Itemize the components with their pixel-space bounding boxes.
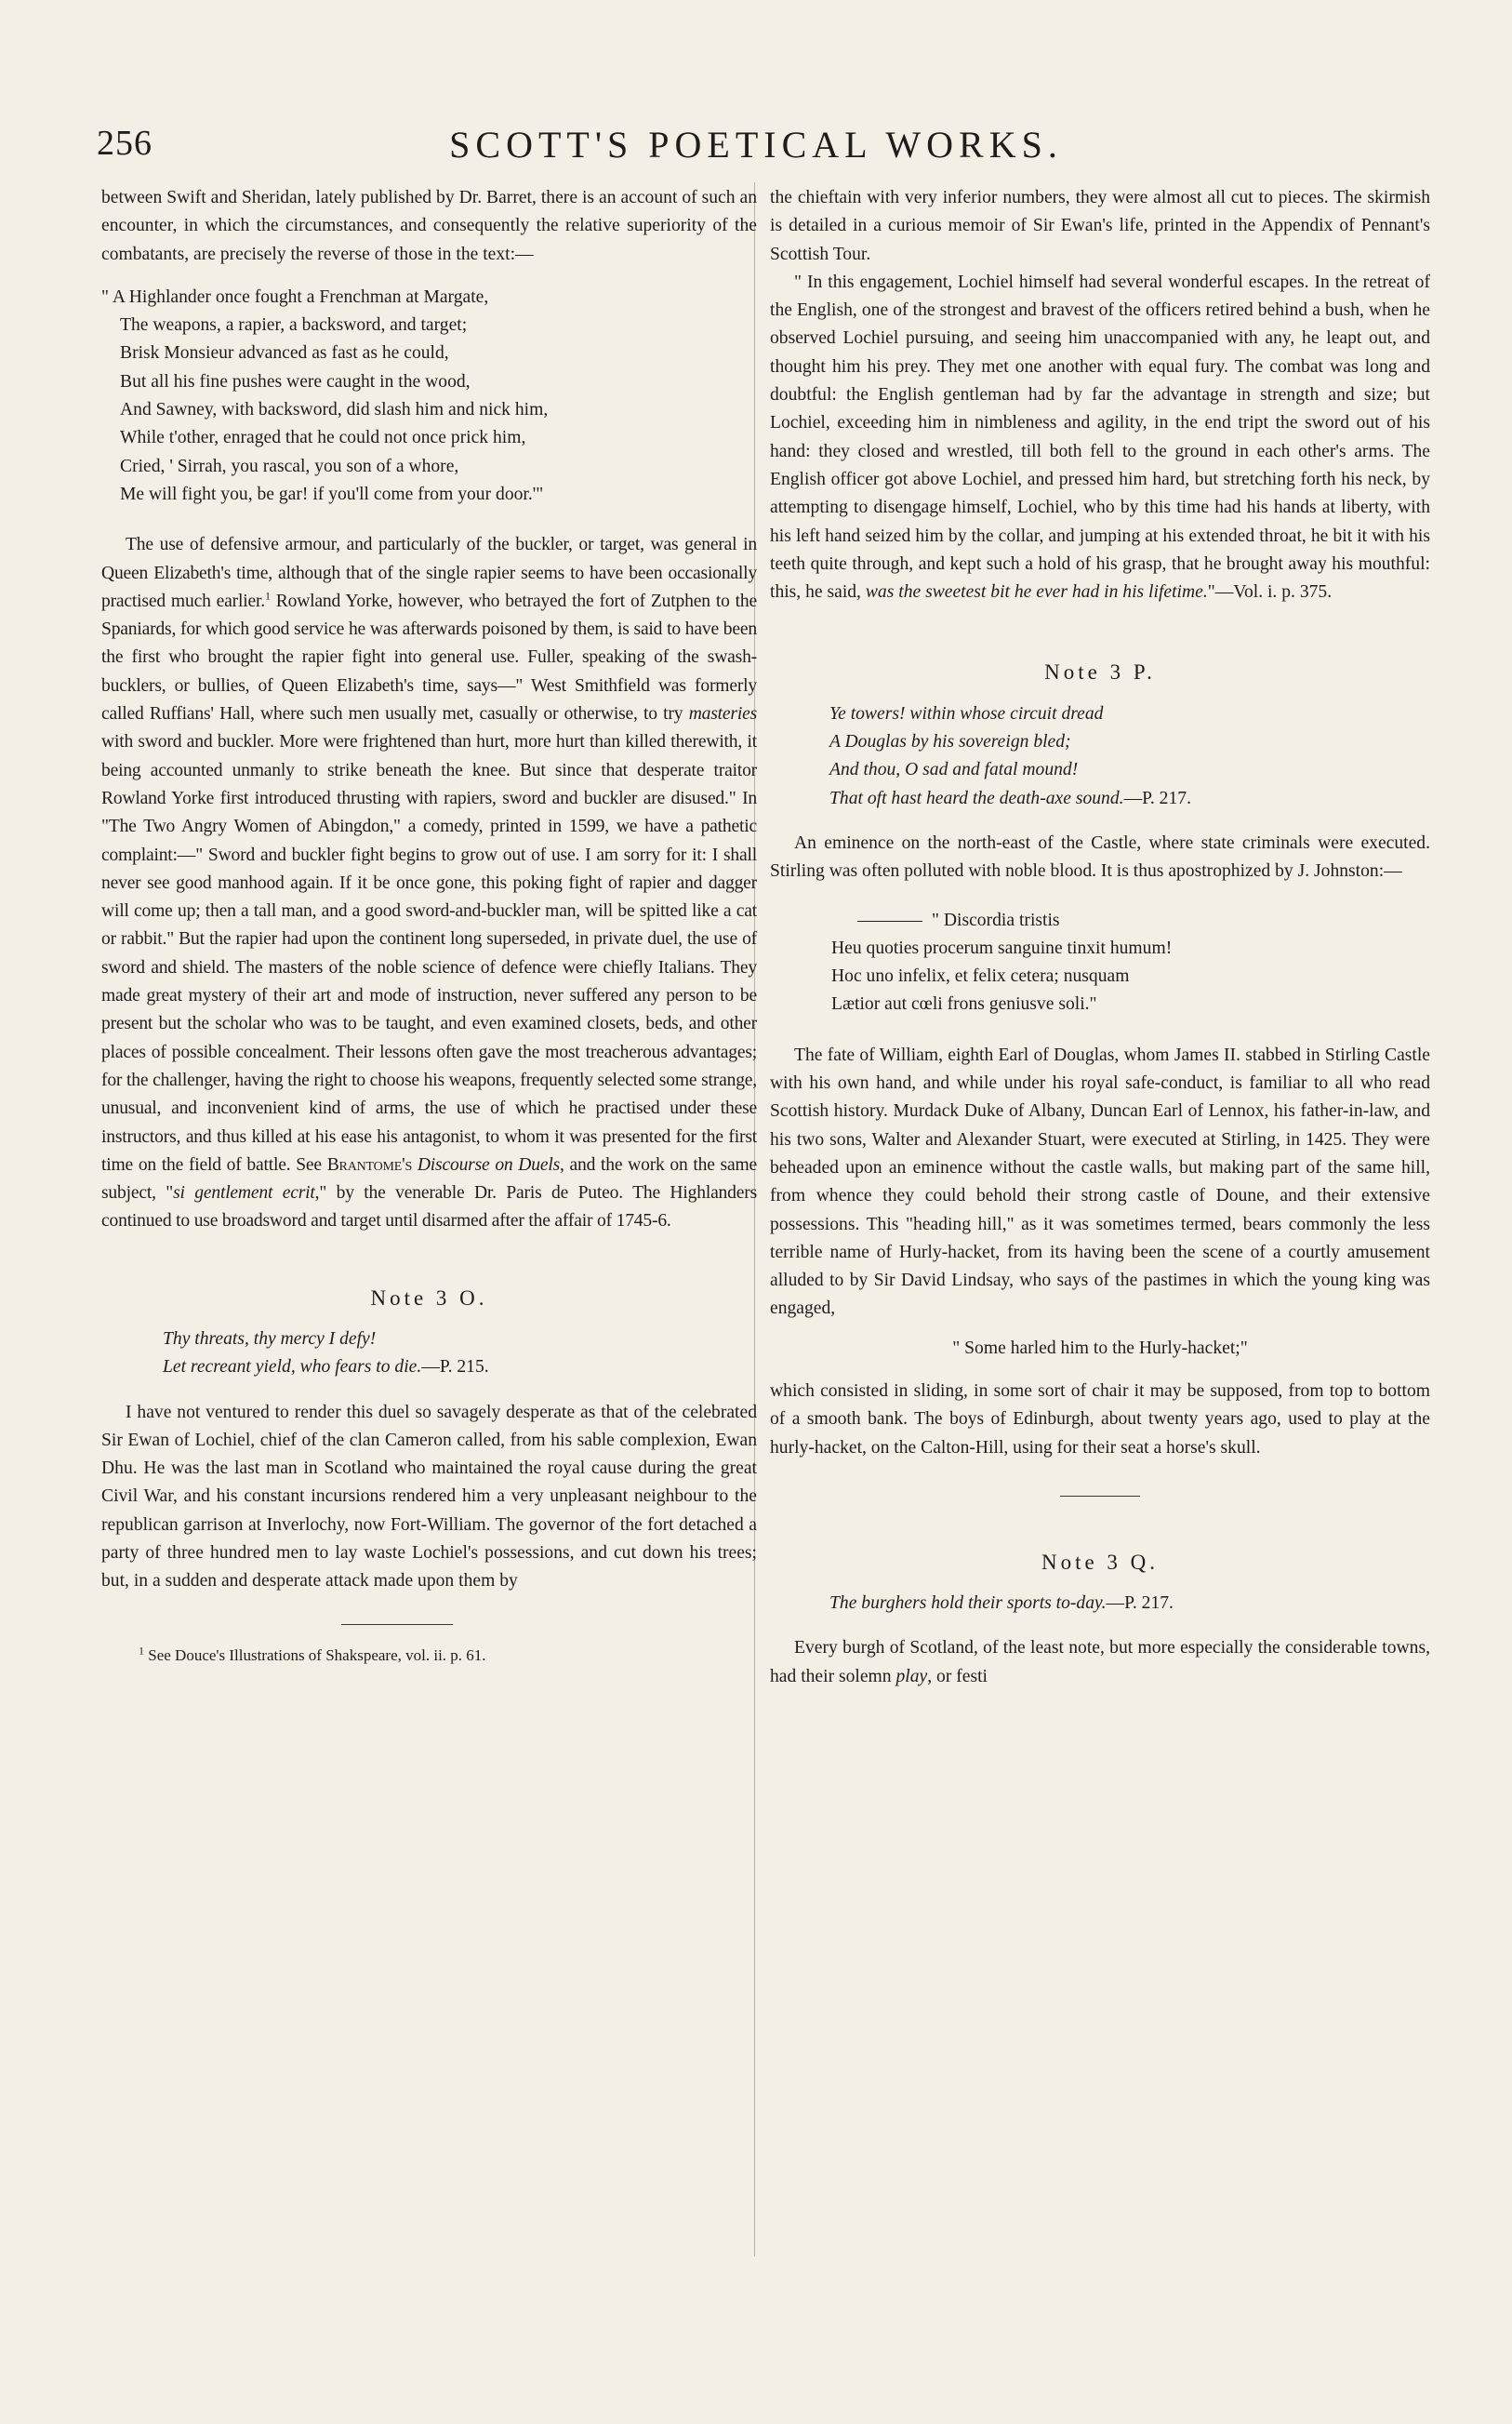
note-3o-heading: Note 3 O. (370, 1285, 488, 1310)
poem-line: But all his fine pushes were caught in the wood, (120, 371, 471, 392)
highlander-poem (101, 284, 757, 509)
verse-dash (857, 921, 922, 922)
poem-line: While t'other, enraged that he could not once prick him, (120, 428, 526, 448)
left-column (101, 184, 757, 1668)
poem-line: And Sawney, with backsword, did slash him and nick him, (120, 400, 549, 420)
defensive-armour-paragraph: The use of defensive armour, and particularly of the buckler, or target, was general in Queen Elizabeth's time, although that of the single rapier seems to have been occasionally practised much earlier.$^1$ Rowland Yorke, however, who betrayed the fort of Zutphen to the Spaniards, for which good service he was afterwards poisoned by them, is said to have been the first who brought the rapier fight into general use. Fuller, speaking of the swash-bucklers, or bullies, of Queen Elizabeth's time, says—" West Smithfield was formerly called Ruffians' Hall, where such men usually met, casually or otherwise, to try masteries with sword and buckler. More were frightened than hurt, more hurt than killed therewith, it being accounted unmanly to strike beneath the knee. But since that desperate traitor Rowland Yorke first introduced thrusting with rapiers, sword and buckler are disused." In "The Two Angry Women of Abingdon," a comedy, printed in 1599, we have a pathetic complaint:—" Sword and buckler fight begins to grow out of use. I am sorry for it: I shall never see good manhood again. If it be once gone, this poking fight of rapier and dagger will come up; then a tall man, and a good sword-and-buckler man, will be spitted like a cat or rabbit." But the rapier had upon the continent long superseded, in private duel, the use of sword and shield. The masters of the noble science of defence were chiefly Italians. They made great mystery of their art and mode of instruction, never suffered any person to be present but the scholar who was to be taught, and even examined closets, beds, and other places of possible concealment. Their lessons often gave the most treacherous advantages; for the challenger, having the right to choose his weapons, frequently selected some strange, unusual, and inconvenient kind of arms, the use of which he practised under these instructors, and thus killed at his ease his antagonist, to whom it was presented for the first time on the field of battle. See Brantome's Discourse on Duels, and the work on the same subject, "si gentlement ecrit," by the venerable Dr. Paris de Puteo. The Highlanders continued to use broadsword and target until disarmed after the affair of 1745-6. (101, 535, 758, 1232)
poem-line: Brisk Monsieur advanced as fast as he could, (120, 343, 449, 364)
chieftain-paragraph: the chieftain with very inferior numbers, they were almost all cut to pieces. The skirmish is detailed in a curious memoir of Sir Ewan's life, printed in the Appendix of Pennant's Scottish Tour. (770, 188, 1430, 264)
footnote-rule (341, 1624, 453, 1625)
note-3o-paragraph: I have not ventured to render this duel so savagely desperate as that of the celebrated Sir Ewan of Lochiel, chief of the clan Cameron called, from his sable complexion, Ewan Dhu. He was the last man in Scotland who maintained the royal cause during the great Civil War, and his constant incursions rendered him a very unpleasant neighbour to the republican garrison at Inverlochy, now Fort-William. The governor of the fort detached a party of three hundred men to lay waste Lochiel's possessions, and cut down his trees; but, in a sudden and desperate attack made upon them by (101, 1402, 757, 1592)
note-3q-heading: Note 3 Q. (1041, 1550, 1160, 1574)
running-head: SCOTT'S POETICAL WORKS. (449, 124, 1063, 166)
poem-line: The weapons, a rapier, a backsword, and target; (120, 315, 468, 336)
engagement-paragraph: " In this engagement, Lochiel himself had several wonderful escapes. In the retreat of the English, one of the strongest and bravest of the officers retired behind a bush, when he observed Lochiel pursuing, and seeing him unaccompanied with any, he leapt out, and thought him his prey. They met one another with equal fury. The combat was long and doubtful: the English gentleman had by far the advantage in strength and size; but Lochiel, exceeding him in nimbleness and agility, in the end tript the sword out of his hand: they closed and wrestled, till both fell to the ground in each other's arms. The English officer got above Lochiel, and pressed him hard, but stretching forth his neck, by attempting to disengage himself, Lochiel, who by this time had his hands at liberty, with his left hand seized him by the collar, and jumping at his extended throat, he bit it with his teeth quite through, and kept such a hold of his grasp, that he brought away his mouthful: this, he said, was the sweetest bit he ever had in his lifetime."—Vol. i. p. 375. (770, 272, 1430, 603)
note-3q-epigraph: The burghers hold their sports to-day.—P. 217. (829, 1593, 1174, 1614)
poem-line: Me will fight you, be gar! if you'll come from your door.'" (120, 484, 544, 504)
page-number: 256 (97, 124, 153, 163)
poem-line: Cried, ' Sirrah, you rascal, you son of a whore, (120, 456, 459, 476)
footnote-marker: 1 (264, 589, 271, 603)
sliding-paragraph: which consisted in sliding, in some sort of chair it may be supposed, from top to bottom of a smooth bank. The boys of Edinburgh, about twenty years ago, used to play at the hurly-hacket, on the Calton-Hill, using for their seat a horse's skull. (770, 1380, 1430, 1458)
note-3o-epigraph: Thy threats, thy mercy I defy! Let recreant yield, who fears to die.—P. 215. (163, 1328, 489, 1378)
section-rule (1060, 1496, 1140, 1497)
latin-verse: " Discordia tristis Heu quoties procerum sanguine tinxit humum! Hoc uno infelix, et felix cetera; nusquam Lætior aut cœli frons geniusve soli." (831, 910, 1173, 1015)
douglas-paragraph: The fate of William, eighth Earl of Douglas, whom James II. stabbed in Stirling Castle with his own hand, and while under his royal safe-conduct, is familiar to all who read Scottish history. Murdack Duke of Albany, Duncan Earl of Lennox, his father-in-law, and his two sons, Walter and Alexander Stuart, were executed at Stirling, in 1425. They were beheaded upon an eminence without the castle walls, but making part of the same hill, from whence they could behold their strong castle of Doune, and their extensive possessions. This "heading hill," as it was sometimes termed, bears commonly the less terrible name of Hurly-hacket, from its having been the scene of a courtly amusement alluded to by Sir David Lindsay, who says of the pastimes in which the young king was engaged, (770, 1045, 1430, 1319)
footnote: $^1$ See Douce's Illustrations of Shakspeare, vol. ii. p. 61. (139, 1644, 486, 1664)
hurly-hacket-quote: " Some harled him to the Hurly-hacket;" (952, 1338, 1248, 1358)
note-3p-epigraph: Ye towers! within whose circuit dread A Douglas by his sovereign bled; And thou, O sad and fatal mound! That oft hast heard the death-axe sound.—P. 217. (829, 703, 1191, 808)
poem-line: " A Highlander once fought a Frenchman at Margate, (101, 286, 489, 307)
note-3p-heading: Note 3 P. (1044, 660, 1156, 685)
burgh-paragraph: Every burgh of Scotland, of the least note, but more especially the considerable towns, had their solemn play, or festi (770, 1638, 1430, 1686)
intro-paragraph: between Swift and Sheridan, lately published by Dr. Barret, there is an account of such an encounter, in which the circumstances, and consequently the relative superiority of the combatants, are precisely the reverse of those in the text:— (101, 188, 757, 264)
right-column (770, 184, 1430, 1691)
page-header (0, 123, 1512, 169)
eminence-paragraph: An eminence on the north-east of the Castle, where state criminals were executed. Stirling was often polluted with noble blood. It is thus apostrophized by J. Johnston:— (770, 832, 1430, 882)
